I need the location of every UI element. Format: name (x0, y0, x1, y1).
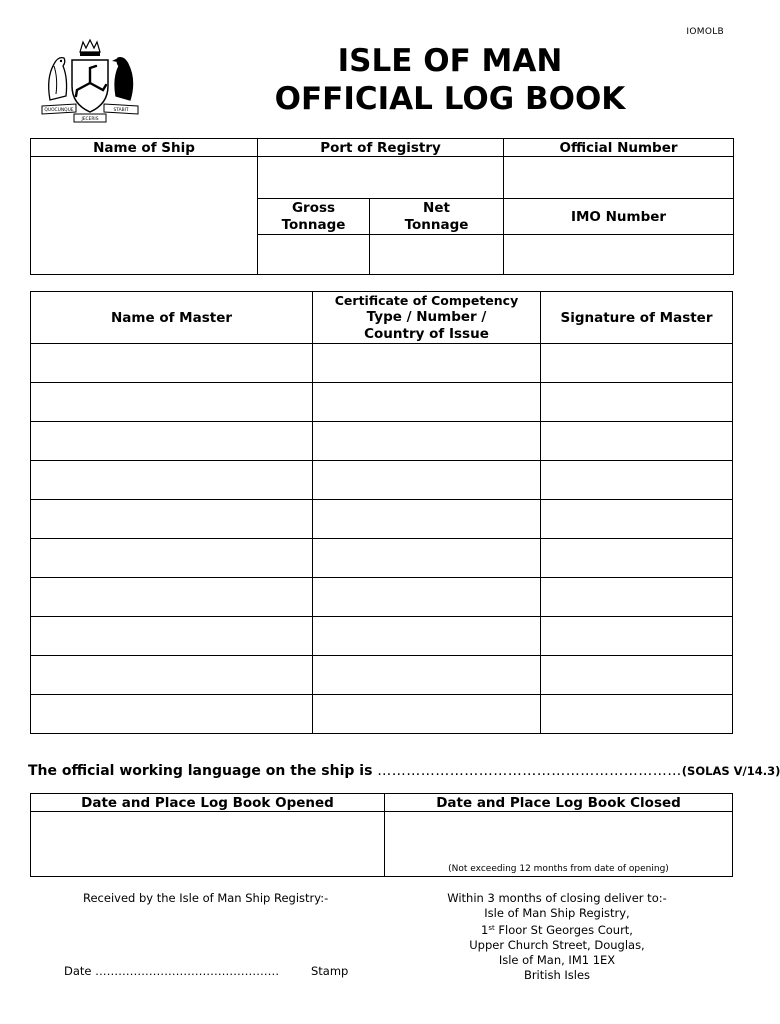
master-name-cell[interactable] (31, 383, 313, 422)
master-certificate-cell[interactable] (313, 461, 541, 500)
net-tonnage-header (370, 199, 504, 235)
master-name-cell[interactable] (31, 539, 313, 578)
master-certificate-cell[interactable] (313, 383, 541, 422)
name-of-ship-field[interactable] (31, 157, 258, 275)
gross-tonnage-label-2: Tonnage (281, 216, 346, 233)
master-row (31, 695, 733, 734)
crest-logo (36, 38, 144, 124)
log-opened-field[interactable] (31, 812, 385, 877)
official-number-header: Official Number (504, 139, 734, 157)
master-certificate-cell[interactable] (313, 344, 541, 383)
master-signature-cell[interactable] (541, 539, 733, 578)
crest-motto-right: STABIT (113, 108, 129, 113)
page-title (240, 42, 660, 118)
log-opened-header: Date and Place Log Book Opened (31, 794, 385, 812)
ship-details-table (30, 138, 734, 275)
address-line-2-rest: Floor St Georges Court, (494, 923, 633, 937)
certificate-header-line-3: Country of Issue (364, 326, 489, 342)
date-label: Date (64, 964, 96, 978)
master-signature-cell[interactable] (541, 500, 733, 539)
master-row (31, 344, 733, 383)
master-table (30, 291, 733, 734)
delivery-address (407, 891, 707, 983)
master-signature-cell[interactable] (541, 461, 733, 500)
master-signature-cell[interactable] (541, 578, 733, 617)
log-closed-header: Date and Place Log Book Closed (385, 794, 733, 812)
date-line (64, 964, 279, 979)
master-row (31, 461, 733, 500)
net-tonnage-label-1: Net (423, 199, 450, 216)
master-signature-cell[interactable] (541, 695, 733, 734)
log-dates-table (30, 793, 733, 877)
certificate-header-line-1: Certificate of Competency (334, 293, 519, 308)
deliver-intro: Within 3 months of closing deliver to:- (447, 891, 667, 905)
master-name-cell[interactable] (31, 344, 313, 383)
certificate-header (313, 292, 541, 344)
received-by-label: Received by the Isle of Man Ship Registry:- (83, 891, 329, 905)
address-line-1: Isle of Man Ship Registry, (484, 906, 630, 920)
address-floor-suffix: st (488, 924, 495, 932)
master-signature-cell[interactable] (541, 422, 733, 461)
gross-tonnage-label-1: Gross (291, 199, 336, 216)
address-floor-number: 1 (481, 923, 489, 937)
master-certificate-cell[interactable] (313, 656, 541, 695)
working-language-label: The official working language on the ship is (28, 763, 378, 779)
master-name-cell[interactable] (31, 617, 313, 656)
log-closed-note: (Not exceeding 12 months from date of opening) (448, 864, 669, 874)
master-certificate-cell[interactable] (313, 695, 541, 734)
master-row (31, 656, 733, 695)
master-name-cell[interactable] (31, 461, 313, 500)
certificate-header-line-2: Type / Number / (366, 309, 487, 325)
master-row (31, 578, 733, 617)
master-name-cell[interactable] (31, 500, 313, 539)
date-field[interactable]: ………………………………………… (95, 964, 280, 978)
net-tonnage-field[interactable] (370, 235, 504, 275)
master-signature-cell[interactable] (541, 656, 733, 695)
working-language-field[interactable]: ……………………………………………………… (377, 763, 682, 779)
master-name-cell[interactable] (31, 422, 313, 461)
master-certificate-cell[interactable] (313, 617, 541, 656)
master-row (31, 383, 733, 422)
port-of-registry-header: Port of Registry (258, 139, 504, 157)
master-certificate-cell[interactable] (313, 539, 541, 578)
port-of-registry-field[interactable] (258, 157, 504, 199)
master-name-cell[interactable] (31, 695, 313, 734)
imo-number-header: IMO Number (504, 199, 734, 235)
address-line-4: Isle of Man, IM1 1EX (498, 953, 616, 967)
name-of-ship-header: Name of Ship (31, 139, 258, 157)
imo-number-field[interactable] (504, 235, 734, 275)
master-certificate-cell[interactable] (313, 500, 541, 539)
official-number-field[interactable] (504, 157, 734, 199)
address-line-3: Upper Church Street, Douglas, (469, 938, 645, 952)
title-line-1: ISLE OF MAN (337, 43, 563, 79)
net-tonnage-label-2: Tonnage (404, 216, 469, 233)
title-line-2: OFFICIAL LOG BOOK (274, 81, 626, 117)
address-line-5: British Isles (523, 968, 591, 982)
working-language-line (28, 763, 780, 779)
crest-motto-center: JECERIS (81, 117, 99, 122)
master-name-cell[interactable] (31, 656, 313, 695)
master-row (31, 500, 733, 539)
name-of-master-header: Name of Master (31, 292, 313, 344)
master-row (31, 539, 733, 578)
log-closed-field[interactable] (385, 812, 733, 877)
solas-reference: (SOLAS V/14.3) (681, 764, 780, 778)
master-row (31, 422, 733, 461)
address-line-2 (407, 921, 707, 938)
master-name-cell[interactable] (31, 578, 313, 617)
stamp-label: Stamp (311, 964, 349, 978)
master-certificate-cell[interactable] (313, 422, 541, 461)
crest-motto-left: QUOCUNQUE (44, 108, 74, 113)
master-signature-cell[interactable] (541, 383, 733, 422)
master-signature-cell[interactable] (541, 617, 733, 656)
form-code: IOMOLB (686, 27, 724, 37)
master-row (31, 617, 733, 656)
gross-tonnage-field[interactable] (258, 235, 370, 275)
gross-tonnage-header (258, 199, 370, 235)
signature-of-master-header: Signature of Master (541, 292, 733, 344)
master-certificate-cell[interactable] (313, 578, 541, 617)
master-signature-cell[interactable] (541, 344, 733, 383)
